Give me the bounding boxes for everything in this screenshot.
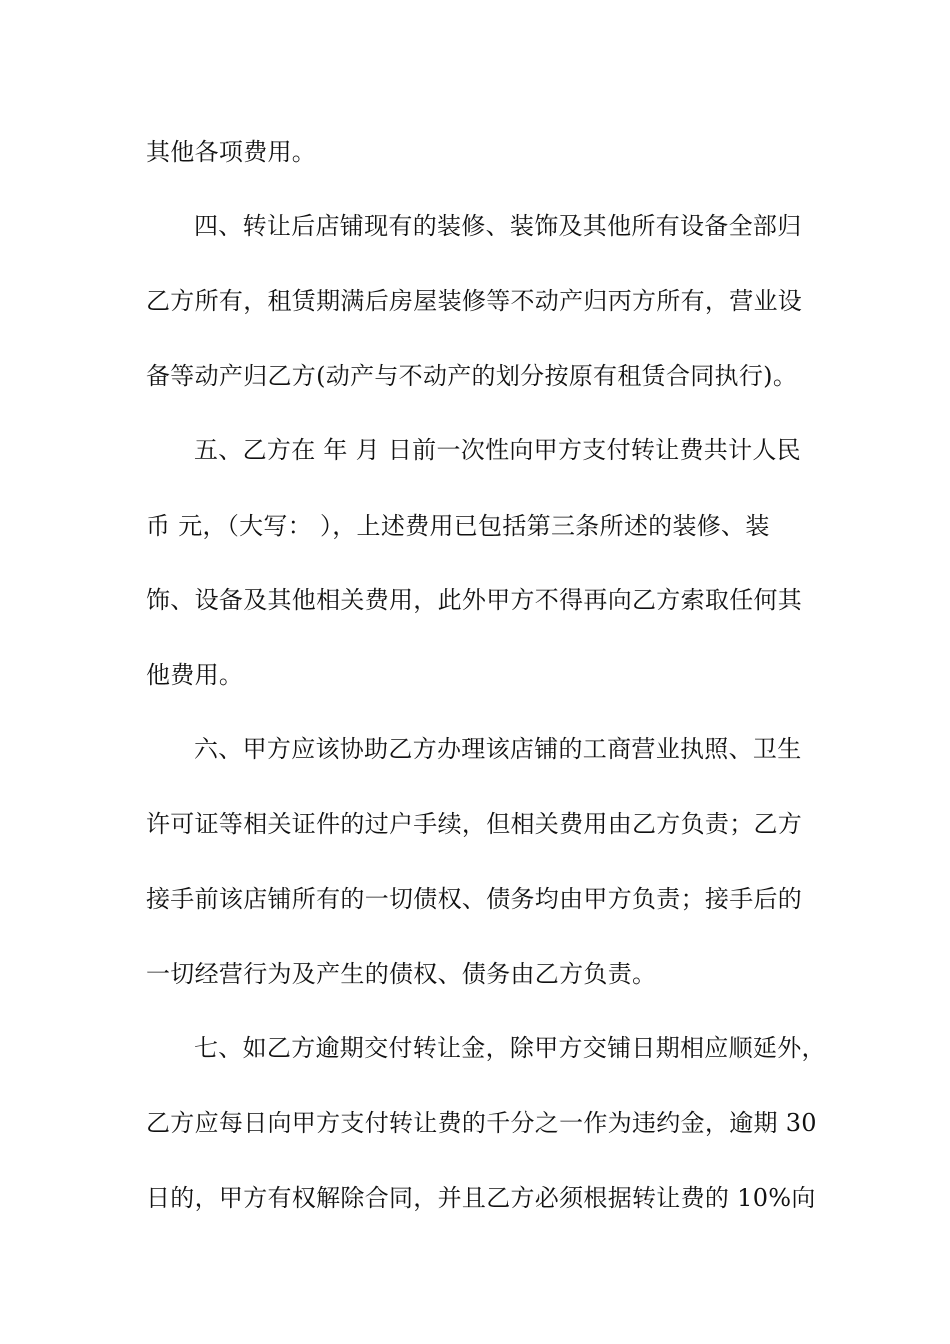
text-line: 乙方应每日向甲方支付转让费的千分之一作为违约金，逾期 30 [146, 1109, 817, 1137]
text-line: 乙方所有，租赁期满后房屋装修等不动产归丙方所有，营业设 [146, 287, 803, 315]
text-line: 许可证等相关证件的过户手续，但相关费用由乙方负责；乙方 [146, 810, 803, 838]
text-line: 币 元，（大写： ），上述费用已包括第三条所述的装修、装 [146, 512, 770, 540]
text-line: 四、转让后店铺现有的装修、装饰及其他所有设备全部归 [194, 212, 802, 240]
text-line: 接手前该店铺所有的一切债权、债务均由甲方负责；接手后的 [146, 885, 803, 913]
text-line: 七、如乙方逾期交付转让金，除甲方交铺日期相应顺延外， [194, 1034, 826, 1062]
text-line: 五、乙方在 年 月 日前一次性向甲方支付转让费共计人民 [194, 436, 801, 464]
text-line: 六、甲方应该协助乙方办理该店铺的工商营业执照、卫生 [194, 735, 802, 763]
text-line: 饰、设备及其他相关费用，此外甲方不得再向乙方索取任何其 [146, 586, 803, 614]
text-line: 一切经营行为及产生的债权、债务由乙方负责。 [146, 960, 657, 988]
text-line: 其他各项费用。 [146, 138, 317, 166]
text-line: 日的，甲方有权解除合同，并且乙方必须根据转让费的 10%向 [146, 1184, 816, 1212]
text-line: 他费用。 [146, 661, 244, 689]
text-line: 备等动产归乙方(动产与不动产的划分按原有租赁合同执行)。 [146, 362, 798, 390]
